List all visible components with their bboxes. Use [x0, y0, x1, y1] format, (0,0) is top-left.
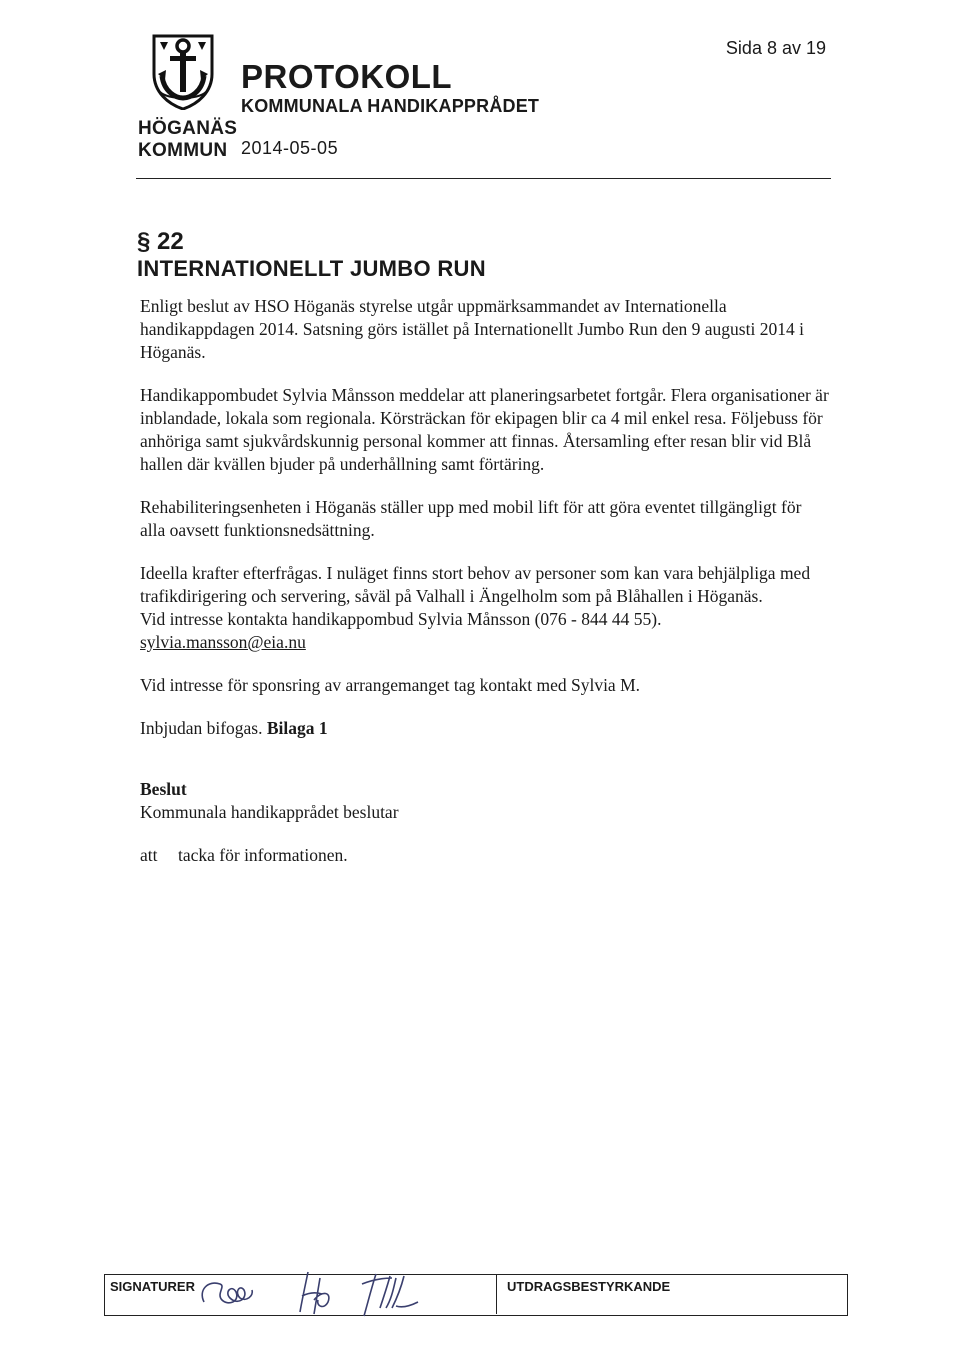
paragraph-background: Enligt beslut av HSO Höganäs styrelse utgår uppmärksammandet av Internationella handikappdagen 2014. Satsning görs istället på Internationellt Jumbo Run den 9 augusti 2014 i Höganäs.: [140, 296, 804, 362]
minutes-body: [140, 295, 830, 887]
meeting-date: 2014-05-05: [241, 138, 339, 158]
attachment-reference: Bilaga 1: [266, 718, 328, 738]
decision-item: [140, 844, 830, 867]
certification-label: UTDRAGSBESTYRKANDE: [507, 1279, 671, 1294]
hoganas-crest-logo: [148, 30, 218, 110]
paragraph-contact: Vid intresse kontakta handikappombud Sylvia Månsson (076 - 844 44 55).: [140, 609, 662, 629]
handwritten-initials-signature: [196, 1262, 446, 1320]
signatures-label: SIGNATURER: [110, 1279, 195, 1294]
municipality-line-1: HÖGANÄS: [138, 118, 238, 139]
municipality-name: [138, 118, 237, 162]
header-divider: [136, 178, 831, 179]
committee-name: KOMMUNALA HANDIKAPPRÅDET: [241, 96, 540, 116]
paragraph-attachment: [140, 717, 830, 740]
attachment-text: Inbjudan bifogas.: [140, 718, 267, 738]
section-number: § 22: [137, 228, 184, 255]
contact-email-link[interactable]: sylvia.mansson@eia.nu: [140, 632, 306, 652]
municipality-line-2: KOMMUN: [138, 140, 228, 161]
paragraph-volunteers: Ideella krafter efterfrågas. I nuläget finns stort behov av personer som kan vara behjälpliga med trafikdirigering och servering, såväl på Valhall i Ängelholm som på Blåhallen i Höganäs.: [140, 563, 811, 606]
paragraph-rehabilitation: Rehabiliteringsenheten i Höganäs ställer upp med mobil lift för att göra eventet tillgängligt för alla oavsett funktionsnedsättning.: [140, 497, 802, 540]
decision-item-att: att: [140, 845, 158, 865]
contact-email-line: [140, 631, 830, 654]
signature-box-divider: [496, 1274, 497, 1314]
paragraph-sponsorship: Vid intresse för sponsring av arrangemanget tag kontakt med Sylvia M.: [140, 675, 641, 695]
paragraph-planning: Handikappombudet Sylvia Månsson meddelar att planeringsarbetet fortgår. Flera organisationer är inblandade, lokala som regionala. Körsträckan för ekipagen blir ca 4 mil enkel resa. Följebuss för anhöriga samt sjukvårdskunnig personal kommer att finnas. Återsamling efter resan blir vid Blå hallen där kvällen bjuder på underhållning samt förtäring.: [140, 385, 829, 474]
decision-item-text: tacka för informationen.: [178, 845, 348, 865]
page-number: Sida 8 av 19: [725, 38, 826, 58]
decision-heading: Beslut: [140, 779, 187, 799]
decision-intro: Kommunala handikapprådet beslutar: [140, 802, 399, 822]
document-title: PROTOKOLL: [241, 58, 453, 95]
section-title: INTERNATIONELLT JUMBO RUN: [137, 256, 486, 281]
